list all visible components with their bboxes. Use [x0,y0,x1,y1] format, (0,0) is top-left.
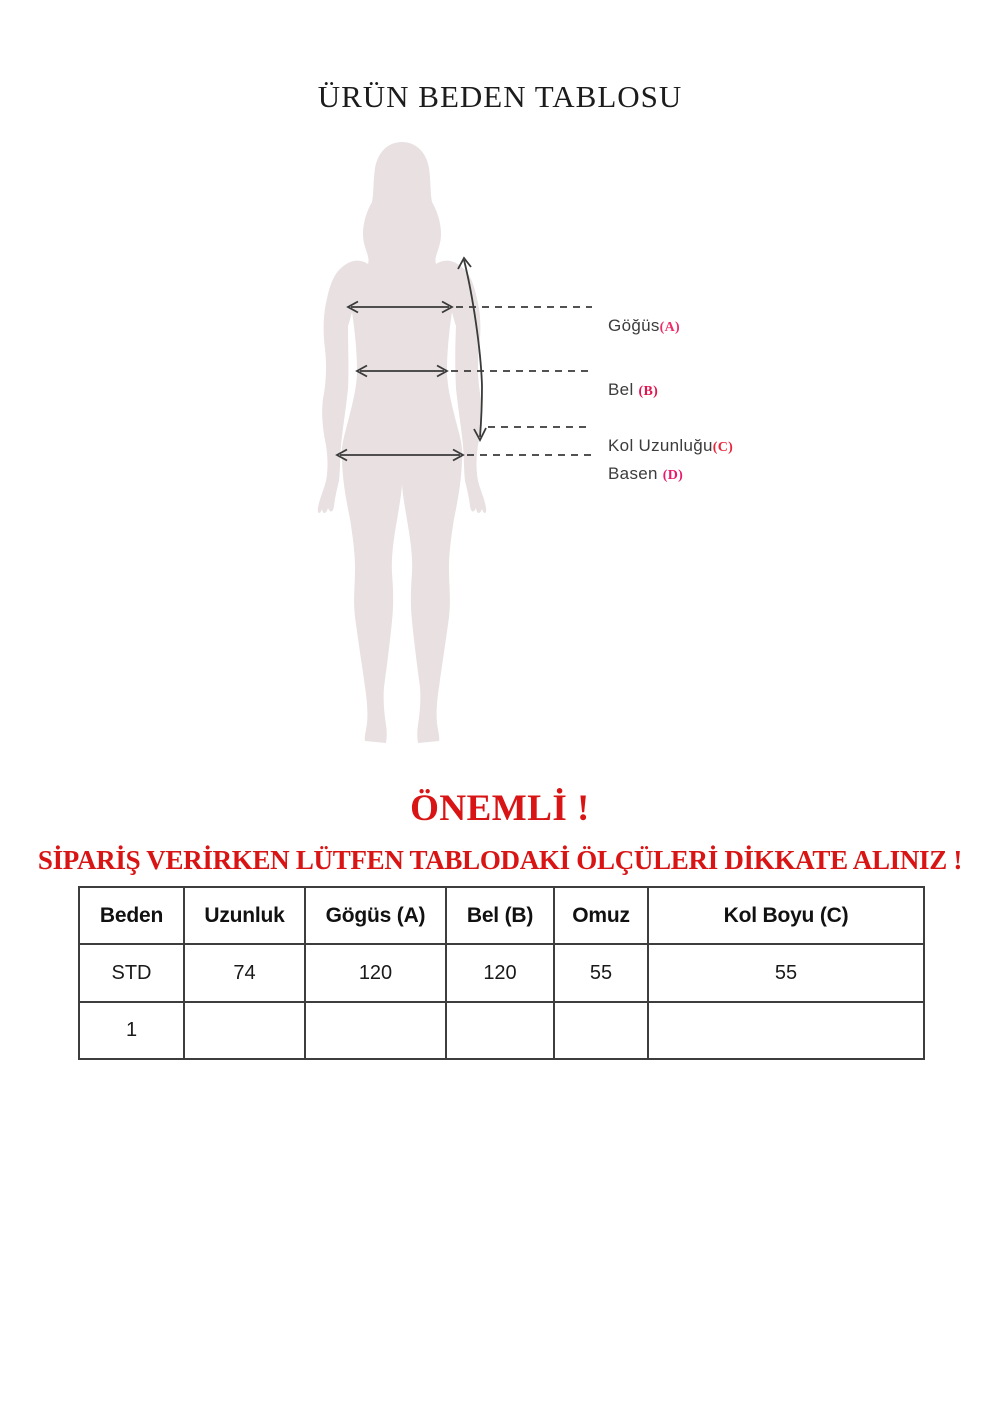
size-value-cell [184,1002,305,1059]
size-value-cell [554,1002,648,1059]
size-value-cell: 120 [305,944,446,1002]
size-value-cell: STD [79,944,184,1002]
header-cell-kol-boyu: Kol Boyu (C) [648,887,924,944]
measure-label-chest [598,296,680,336]
measure-code-a: (A) [659,320,680,335]
size-table-header-row [79,887,924,944]
header-cell-uzunluk: Uzunluk [184,887,305,944]
size-value-cell: 74 [184,944,305,1002]
size-value-cell [305,1002,446,1059]
measure-label-waist [598,360,658,400]
size-value-cell: 120 [446,944,554,1002]
measure-label-text: Basen [608,464,663,483]
measure-code-b: (B) [638,384,659,399]
size-value-cell [648,1002,924,1059]
size-value-cell: 55 [554,944,648,1002]
size-table [78,886,925,1060]
measure-label-hip [598,444,683,484]
measure-label-text: Göğüs [608,316,660,335]
important-heading: ÖNEMLİ ! [410,788,590,829]
size-value-cell: 1 [79,1002,184,1059]
header-cell-gogus: Gögüs (A) [305,887,446,944]
body-silhouette [318,142,486,743]
header-cell-omuz: Omuz [554,887,648,944]
size-table-row-1 [79,1002,924,1059]
header-cell-beden: Beden [79,887,184,944]
measure-label-text: Kol Uzunluğu [608,436,713,455]
measure-code-d: (D) [662,468,684,483]
measure-label-text: Bel [608,380,639,399]
body-measurement-diagram [290,136,600,752]
measure-code-c: (C) [712,440,734,455]
header-cell-bel: Bel (B) [446,887,554,944]
size-value-cell: 55 [648,944,924,1002]
size-value-cell [446,1002,554,1059]
size-table-row-std [79,944,924,1002]
page-title: ÜRÜN BEDEN TABLOSU [317,79,683,114]
order-warning: SİPARİŞ VERİRKEN LÜTFEN TABLODAKİ ÖLÇÜLERİ DİKKATE ALINIZ ! [37,845,963,875]
